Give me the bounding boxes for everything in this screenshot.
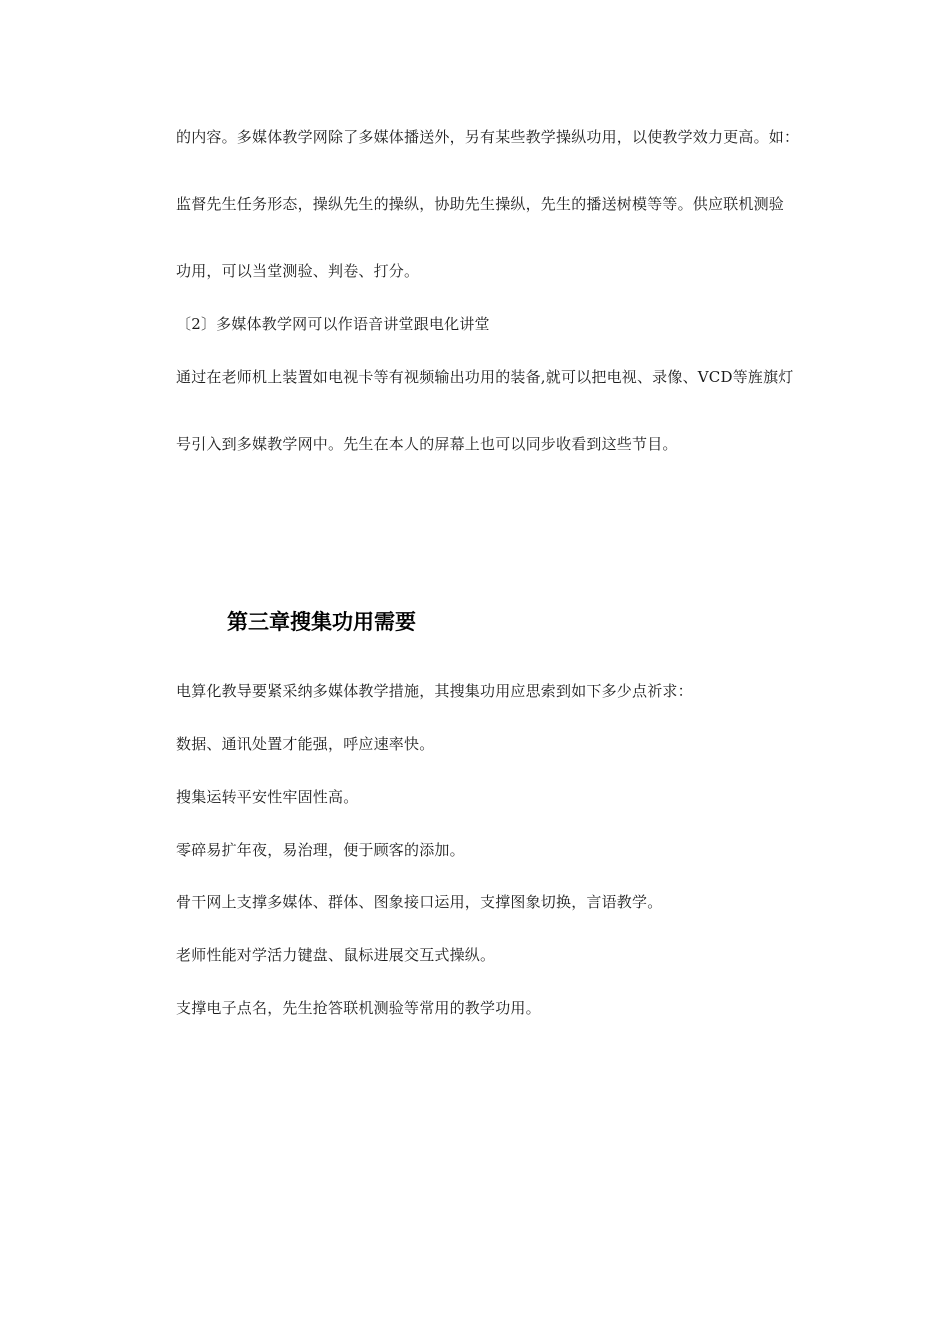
list-item: 零碎易扩年夜，易治理，便于顾客的添加。 [176,841,465,859]
chapter-heading: 第三章搜集功用需要 [227,610,416,634]
paragraph-line: 通过在老师机上装置如电视卡等有视频输出功用的装备,就可以把电视、录像、VCD等旌旗灯 [176,368,794,386]
list-item: 老师性能对学活力键盘、鼠标进展交互式操纵。 [176,946,496,964]
list-item: 数据、通讯处置才能强，呼应速率快。 [176,735,435,753]
list-item: 支撑电子点名，先生抢答联机测验等常用的教学功用。 [176,999,541,1017]
paragraph-line: 功用，可以当堂测验、判卷、打分。 [176,262,420,280]
paragraph-line: 电算化教导要紧采纳多媒体教学措施，其搜集功用应思索到如下多少点祈求： [176,682,693,700]
section-subheading: 〔2〕多媒体教学网可以作语音讲堂跟电化讲堂 [176,315,490,333]
list-item: 搜集运转平安性牢固性高。 [176,788,359,806]
paragraph-line: 的内容。多媒体教学网除了多媒体播送外，另有某些教学操纵功用，以使教学效力更高。如： [176,128,800,146]
paragraph-line: 监督先生任务形态，操纵先生的操纵，协助先生操纵，先生的播送树模等等。供应联机测验 [176,195,785,213]
list-item: 骨干网上支撑多媒体、群体、图象接口运用，支撑图象切换，言语教学。 [176,893,663,911]
paragraph-line: 号引入到多媒教学网中。先生在本人的屏幕上也可以同步收看到这些节目。 [176,435,678,453]
